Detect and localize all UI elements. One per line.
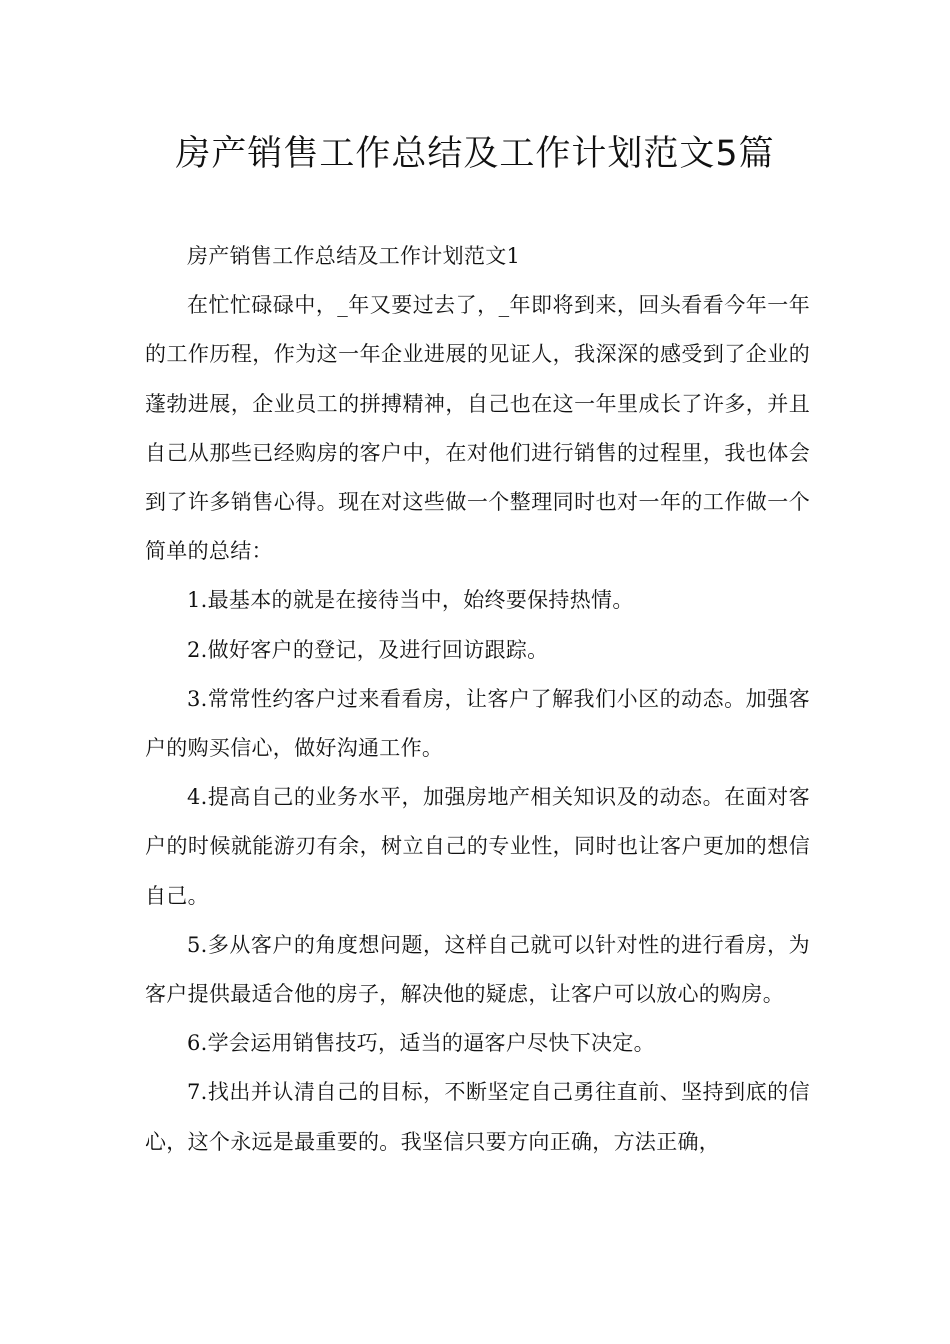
list-item-3: 3.常常性约客户过来看看房，让客户了解我们小区的动态。加强客户的购买信心，做好沟通工作。: [145, 686, 810, 761]
list-item-6: 6.学会运用销售技巧，适当的逼客户尽快下决定。: [187, 1031, 655, 1056]
list-item-5: 5.多从客户的角度想问题，这样自己就可以针对性的进行看房，为客户提供最适合他的房子，解决他的疑虑，让客户可以放心的购房。: [145, 932, 810, 1007]
list-item-7: 7.找出并认清自己的目标，不断坚定自己勇往直前、坚持到底的信心，这个永远是最重要的。我坚信只要方向正确，方法正确，: [145, 1080, 810, 1154]
list-item-2: 2.做好客户的登记，及进行回访跟踪。: [187, 637, 549, 662]
subtitle-paragraph: 房产销售工作总结及工作计划范文1: [187, 244, 521, 268]
intro-paragraph: 在忙忙碌碌中，_年又要过去了，_年即将到来，回头看看今年一年的工作历程，作为这一年企业进展的见证人，我深深的感受到了企业的蓬勃进展，企业员工的拼搏精神，自己也在这一年里成长了许多，并且自己从那些已经购房的客户中，在对他们进行销售的过程里，我也体会到了许多销售心得。现在对这些做一个整理同时也对一年的工作做一个简单的总结：: [145, 293, 810, 564]
list-item-1: 1.最基本的就是在接待当中，始终要保持热情。: [187, 588, 634, 613]
document-title: 房产销售工作总结及工作计划范文5篇: [175, 134, 775, 174]
document-body: [145, 232, 810, 1167]
list-item-4: 4.提高自己的业务水平，加强房地产相关知识及的动态。在面对客户的时候就能游刃有余，树立自己的专业性，同时也让客户更加的想信自己。: [145, 785, 810, 908]
